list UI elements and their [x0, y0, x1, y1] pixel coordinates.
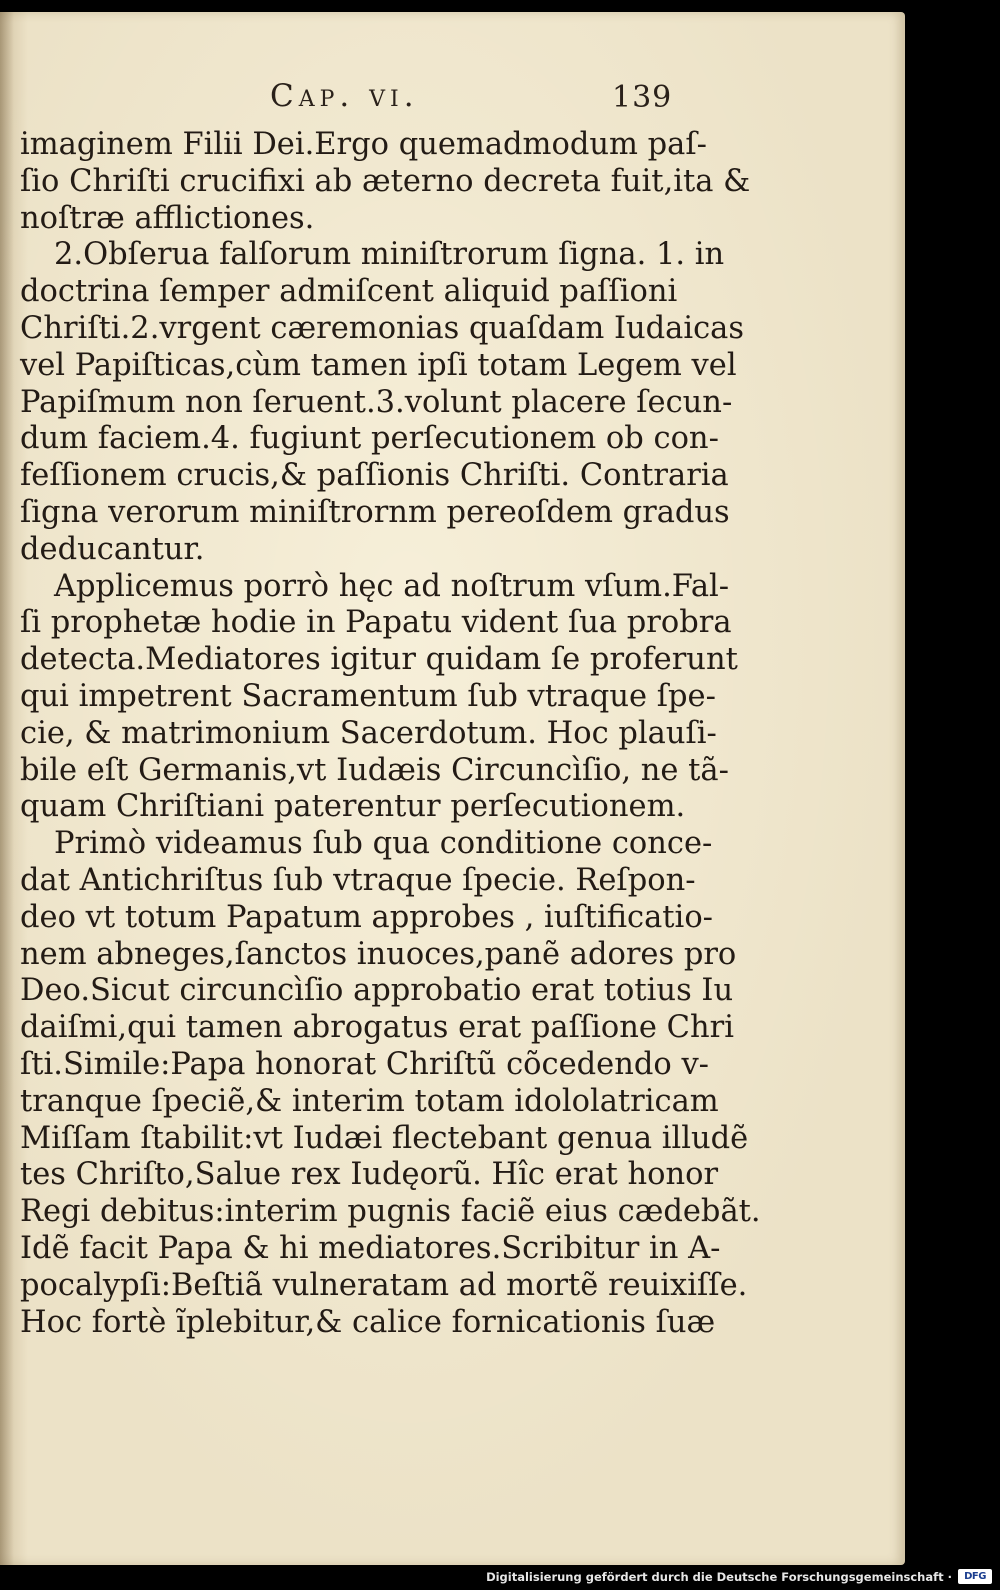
funding-credit: Digitalisierung gefördert durch die Deutsche Forschungsgemeinschaft ·	[486, 1570, 952, 1584]
text-line: tes Chriſto,Salue rex Iudęorũ. Hîc erat honor	[20, 1157, 719, 1193]
text-line: Regi debitus:interim pugnis faciẽ eius cædebãt.	[20, 1194, 761, 1230]
text-line: deducantur.	[20, 531, 205, 567]
text-line: daiſmi,qui tamen abrogatus erat paſſione Chri	[20, 1010, 734, 1046]
text-line: dum faciem.4. fugiunt perſecutionem ob con-	[20, 421, 719, 457]
text-line: ſio Chriſti crucifixi ab æterno decreta fuit,ita &	[20, 163, 751, 199]
running-head: Cap. vi.	[270, 78, 419, 114]
text-line: pocalypſi:Beſtiã vulneratam ad mortẽ reuixiſſe.	[20, 1267, 748, 1303]
text-line: cie, & matrimonium Sacerdotum. Hoc plauſi-	[20, 715, 717, 751]
text-line: imaginem Filii Dei.Ergo quemadmodum paſ-	[20, 127, 707, 162]
text-line: nem abneges,ſanctos inuoces,panẽ adores pro	[20, 936, 737, 972]
text-line: deo vt totum Papatum approbes , iuſtificatio-	[20, 899, 713, 935]
dfg-logo: DFG	[958, 1569, 992, 1584]
page-header	[0, 78, 905, 118]
body-text	[20, 127, 761, 1341]
text-line: Idẽ facit Papa & hi mediatores.Scribitur in A-	[20, 1230, 721, 1266]
text-line: Hoc fortè ĩplebitur,& calice fornicationis ſuæ	[20, 1304, 716, 1340]
text-line: ſi prophetæ hodie in Papatu vident ſua probra	[20, 605, 732, 641]
text-line: detecta.Mediatores igitur quidam ſe proferunt	[20, 642, 738, 678]
text-line: Primò videamus ſub qua conditione conce-	[54, 826, 713, 862]
text-line: vel Papiſticas,cùm tamen ipſi totam Legem vel	[20, 347, 737, 383]
text-line: quam Chriſtiani paterentur perſecutionem.	[20, 789, 686, 825]
text-line: noſtræ afflictiones.	[20, 200, 315, 236]
text-line: Deo.Sicut circuncìſio approbatio erat totius Iu	[20, 973, 734, 1009]
text-line: ſigna verorum miniſtrornm pereoſdem gradus	[20, 494, 730, 530]
text-line: Miſſam ſtabilit:vt Iudæi flectebant genua illudẽ	[20, 1120, 749, 1156]
text-line: 2.Obſerua falſorum miniſtrorum ſigna. 1. in	[54, 237, 725, 273]
text-line: Papiſmum non ſeruent.3.volunt placere ſecun-	[20, 384, 733, 420]
book-page	[0, 12, 905, 1565]
page-gutter-shadow	[0, 12, 14, 1565]
text-line: doctrina ſemper admiſcent aliquid paſſioni	[20, 274, 678, 310]
page-number: 139	[612, 80, 673, 115]
digitization-footer	[0, 1565, 1000, 1590]
text-line: Applicemus porrò hęc ad noſtrum vſum.Fal-	[54, 568, 730, 604]
text-line: dat Antichriſtus ſub vtraque ſpecie. Reſpon-	[20, 862, 696, 898]
text-line: feſſionem crucis,& paſſionis Chriſti. Contraria	[20, 458, 729, 494]
text-line: ſti.Simile:Papa honorat Chriſtũ cõcedendo v-	[20, 1046, 709, 1082]
text-line: qui impetrent Sacramentum ſub vtraque ſpe-	[20, 678, 716, 714]
text-line: Chriſti.2.vrgent cæremonias quaſdam Iudaicas	[20, 310, 745, 346]
text-line: bile eſt Germanis,vt Iudæis Circuncìſio, ne tã-	[20, 752, 729, 788]
text-line: tranque ſpeciẽ,& interim totam idololatricam	[20, 1083, 719, 1119]
